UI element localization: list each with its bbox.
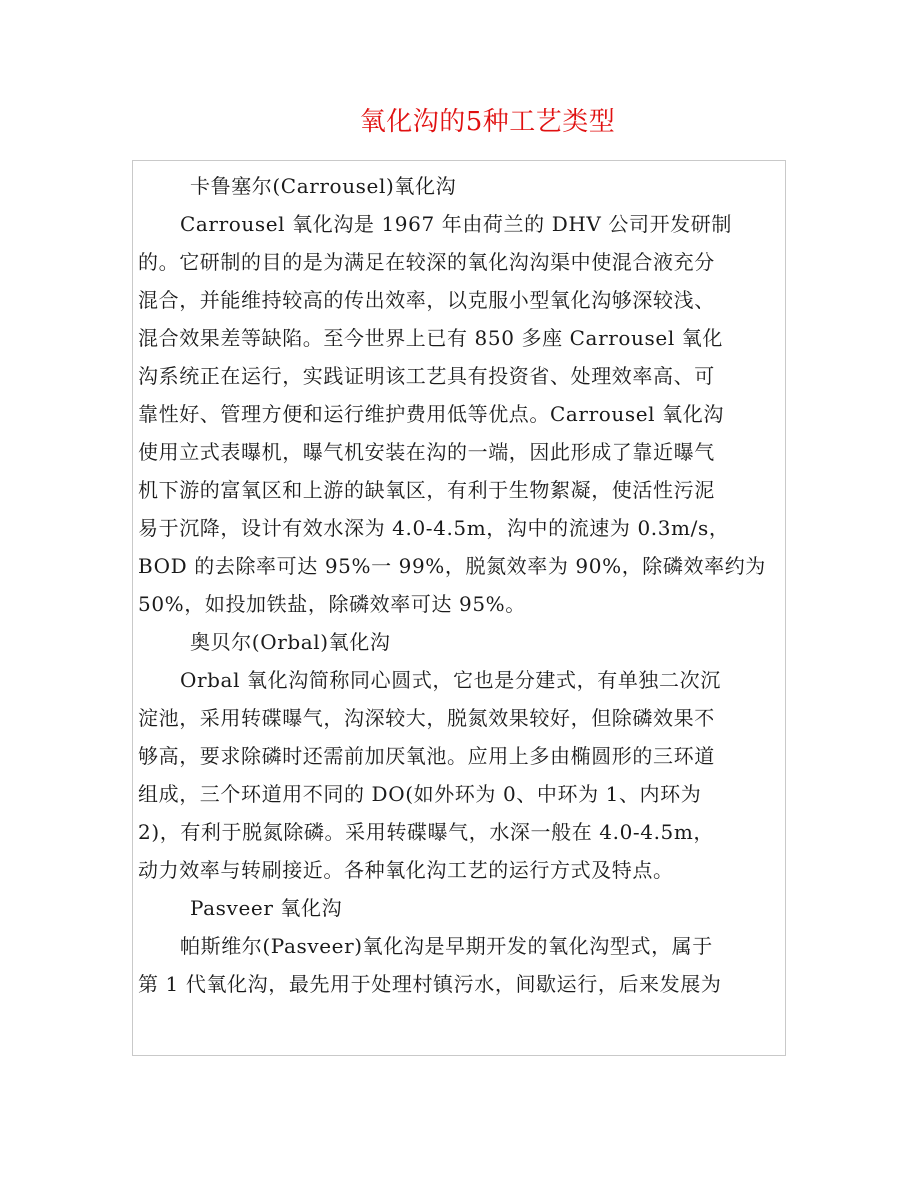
- paragraph-line: 第 1 代氧化沟，最先用于处理村镇污水，间歇运行，后来发展为: [138, 972, 722, 996]
- paragraph-line: 使用立式表曝机，曝气机安装在沟的一端，因此形成了靠近曝气: [138, 440, 715, 464]
- paragraph-line: 的。它研制的目的是为满足在较深的氧化沟沟渠中使混合液充分: [138, 250, 715, 274]
- paragraph-line: 50%，如投加铁盐，除磷效率可达 95%。: [138, 592, 526, 616]
- paragraph-line: 混合，并能维持较高的传出效率，以克服小型氧化沟够深较浅、: [138, 288, 715, 312]
- paragraph-line: Orbal 氧化沟简称同心圆式，它也是分建式，有单独二次沉: [180, 668, 721, 692]
- paragraph-line: 动力效率与转刷接近。各种氧化沟工艺的运行方式及特点。: [138, 858, 674, 882]
- paragraph-line: 组成，三个环道用不同的 DO(如外环为 0、中环为 1、内环为: [138, 782, 702, 806]
- paragraph-line: BOD 的去除率可达 95%一 99%，脱氮效率为 90%，除磷效率约为: [138, 554, 766, 578]
- paragraph-line: 2)，有利于脱氮除磷。采用转碟曝气，水深一般在 4.0-4.5m，: [138, 820, 715, 844]
- paragraph-line: 机下游的富氧区和上游的缺氧区，有利于生物絮凝，使活性污泥: [138, 478, 715, 502]
- text-block: [138, 167, 784, 1003]
- paragraph-line: 易于沉降，设计有效水深为 4.0-4.5m，沟中的流速为 0.3m/s，: [138, 516, 730, 540]
- paragraph-line: 沟系统正在运行，实践证明该工艺具有投资省、处理效率高、可: [138, 364, 715, 388]
- paragraph-line: 淀池，采用转碟曝气，沟深较大，脱氮效果较好，但除磷效果不: [138, 706, 715, 730]
- paragraph-line: 混合效果差等缺陷。至今世界上已有 850 多座 Carrousel 氧化: [138, 326, 723, 350]
- paragraph-line: 帕斯维尔(Pasveer)氧化沟是早期开发的氧化沟型式，属于: [180, 934, 713, 958]
- document-title: 氧化沟的5种工艺类型: [359, 107, 616, 137]
- section-heading-orbal: 奥贝尔(Orbal)氧化沟: [190, 630, 391, 654]
- section-heading-pasveer: Pasveer 氧化沟: [190, 896, 343, 920]
- paragraph-line: 靠性好、管理方便和运行维护费用低等优点。Carrousel 氧化沟: [138, 402, 724, 426]
- paragraph-line: Carrousel 氧化沟是 1967 年由荷兰的 DHV 公司开发研制: [180, 212, 732, 236]
- paragraph-line: 够高，要求除磷时还需前加厌氧池。应用上多由椭圆形的三环道: [138, 744, 715, 768]
- content-box: [132, 160, 786, 1056]
- section-heading-carrousel: 卡鲁塞尔(Carrousel)氧化沟: [190, 174, 457, 198]
